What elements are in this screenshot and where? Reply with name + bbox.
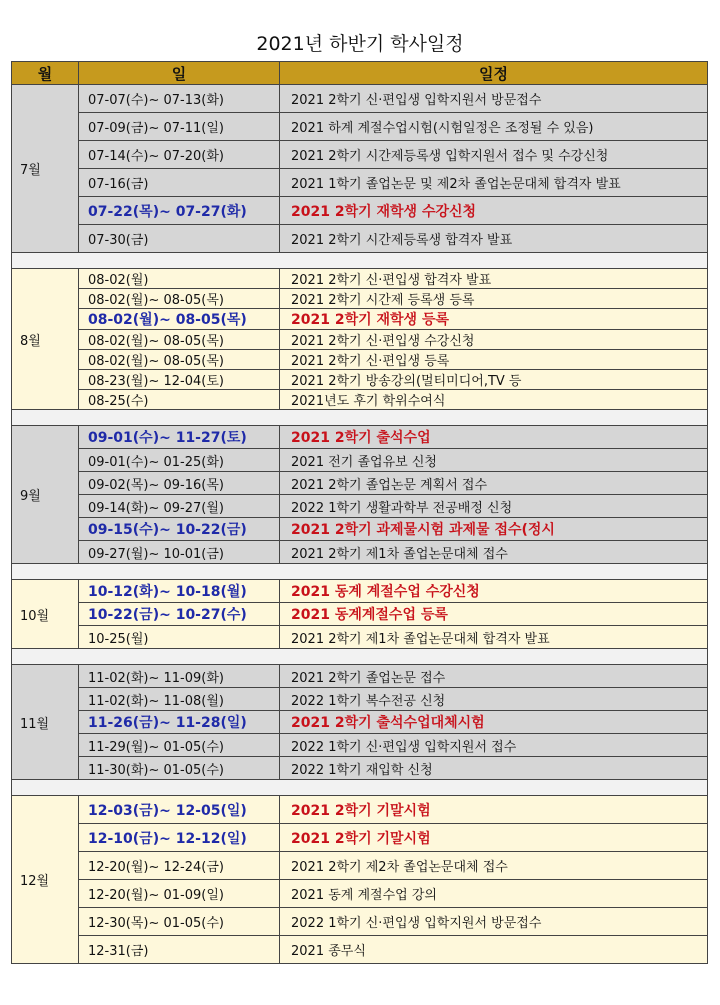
group-separator xyxy=(12,649,708,665)
event-cell: 2022 1학기 신·편입생 입학지원서 접수 xyxy=(280,734,708,757)
event-cell: 2021 1학기 졸업논문 및 제2차 졸업논문대체 합격자 발표 xyxy=(280,169,708,197)
date-cell: 08-02(월)~ 08-05(목) xyxy=(79,289,280,309)
month-cell: 12월 xyxy=(12,796,79,964)
month-cell: 9월 xyxy=(12,426,79,564)
table-row xyxy=(12,936,708,964)
event-cell: 2021 2학기 과제물시험 과제물 접수(정시 xyxy=(280,518,708,541)
month-cell: 11월 xyxy=(12,665,79,780)
table-row xyxy=(12,711,708,734)
event-cell: 2021 하계 계절수업시험(시험일정은 조정될 수 있음) xyxy=(280,113,708,141)
event-cell: 2021 2학기 제1차 졸업논문대체 합격자 발표 xyxy=(280,626,708,649)
header-month: 월 xyxy=(12,62,79,85)
table-row xyxy=(12,197,708,225)
table-row xyxy=(12,852,708,880)
date-cell: 07-09(금)~ 07-11(일) xyxy=(79,113,280,141)
separator-cell xyxy=(12,253,708,269)
event-cell: 2021 2학기 재학생 수강신청 xyxy=(280,197,708,225)
date-cell: 09-15(수)~ 10-22(금) xyxy=(79,518,280,541)
table-row xyxy=(12,580,708,603)
date-cell: 09-01(수)~ 11-27(토) xyxy=(79,426,280,449)
table-row xyxy=(12,330,708,350)
date-cell: 09-27(월)~ 10-01(금) xyxy=(79,541,280,564)
group-separator xyxy=(12,410,708,426)
table-row xyxy=(12,880,708,908)
event-cell: 2021년도 후기 학위수여식 xyxy=(280,390,708,410)
table-header-row xyxy=(12,62,708,85)
table-row xyxy=(12,169,708,197)
table-row xyxy=(12,289,708,309)
event-cell: 2021 2학기 졸업논문 계획서 접수 xyxy=(280,472,708,495)
date-cell: 11-26(금)~ 11-28(일) xyxy=(79,711,280,734)
date-cell: 12-20(월)~ 12-24(금) xyxy=(79,852,280,880)
event-cell: 2021 2학기 신·편입생 합격자 발표 xyxy=(280,269,708,289)
table-row xyxy=(12,449,708,472)
event-cell: 2022 1학기 신·편입생 입학지원서 방문접수 xyxy=(280,908,708,936)
event-cell: 2022 1학기 복수전공 신청 xyxy=(280,688,708,711)
month-cell: 10월 xyxy=(12,580,79,649)
table-row xyxy=(12,908,708,936)
table-row xyxy=(12,734,708,757)
date-cell: 12-31(금) xyxy=(79,936,280,964)
month-cell: 8월 xyxy=(12,269,79,410)
date-cell: 09-01(수)~ 01-25(화) xyxy=(79,449,280,472)
date-cell: 07-07(수)~ 07-13(화) xyxy=(79,85,280,113)
date-cell: 12-10(금)~ 12-12(일) xyxy=(79,824,280,852)
event-cell: 2021 2학기 신·편입생 수강신청 xyxy=(280,330,708,350)
event-cell: 2022 1학기 생활과학부 전공배정 신청 xyxy=(280,495,708,518)
event-cell: 2021 2학기 제2차 졸업논문대체 접수 xyxy=(280,852,708,880)
date-cell: 09-14(화)~ 09-27(월) xyxy=(79,495,280,518)
table-row xyxy=(12,141,708,169)
separator-cell xyxy=(12,649,708,665)
event-cell: 2021 2학기 출석수업대체시험 xyxy=(280,711,708,734)
table-row xyxy=(12,390,708,410)
event-cell: 2021 동계계절수업 등록 xyxy=(280,603,708,626)
page-title: 2021년 하반기 학사일정 xyxy=(256,33,464,55)
event-cell: 2021 전기 졸업유보 신청 xyxy=(280,449,708,472)
table-row xyxy=(12,269,708,289)
group-separator xyxy=(12,253,708,269)
table-row xyxy=(12,626,708,649)
event-cell: 2021 2학기 제1차 졸업논문대체 접수 xyxy=(280,541,708,564)
date-cell: 07-14(수)~ 07-20(화) xyxy=(79,141,280,169)
table-row xyxy=(12,495,708,518)
date-cell: 07-22(목)~ 07-27(화) xyxy=(79,197,280,225)
table-row xyxy=(12,472,708,495)
date-cell: 10-25(월) xyxy=(79,626,280,649)
table-row xyxy=(12,541,708,564)
event-cell: 2021 2학기 기말시험 xyxy=(280,824,708,852)
table-row xyxy=(12,796,708,824)
separator-cell xyxy=(12,780,708,796)
schedule-table xyxy=(11,61,708,964)
event-cell: 2021 동계 계절수업 강의 xyxy=(280,880,708,908)
event-cell: 2022 1학기 재입학 신청 xyxy=(280,757,708,780)
date-cell: 10-22(금)~ 10-27(수) xyxy=(79,603,280,626)
date-cell: 07-16(금) xyxy=(79,169,280,197)
date-cell: 09-02(목)~ 09-16(목) xyxy=(79,472,280,495)
table-row xyxy=(12,757,708,780)
date-cell: 12-03(금)~ 12-05(일) xyxy=(79,796,280,824)
date-cell: 11-29(월)~ 01-05(수) xyxy=(79,734,280,757)
date-cell: 08-02(월)~ 08-05(목) xyxy=(79,330,280,350)
table-row xyxy=(12,350,708,370)
table-row xyxy=(12,225,708,253)
month-cell: 7월 xyxy=(12,85,79,253)
date-cell: 07-30(금) xyxy=(79,225,280,253)
event-cell: 2021 2학기 기말시험 xyxy=(280,796,708,824)
event-cell: 2021 2학기 재학생 등록 xyxy=(280,309,708,330)
separator-cell xyxy=(12,410,708,426)
date-cell: 11-30(화)~ 01-05(수) xyxy=(79,757,280,780)
table-row xyxy=(12,85,708,113)
event-cell: 2021 2학기 졸업논문 접수 xyxy=(280,665,708,688)
schedule-body xyxy=(12,85,708,964)
table-row xyxy=(12,688,708,711)
event-cell: 2021 2학기 시간제 등록생 등록 xyxy=(280,289,708,309)
table-row xyxy=(12,518,708,541)
table-row xyxy=(12,603,708,626)
table-row xyxy=(12,824,708,852)
date-cell: 10-12(화)~ 10-18(월) xyxy=(79,580,280,603)
date-cell: 08-02(월)~ 08-05(목) xyxy=(79,309,280,330)
date-cell: 08-25(수) xyxy=(79,390,280,410)
event-cell: 2021 2학기 출석수업 xyxy=(280,426,708,449)
date-cell: 12-30(목)~ 01-05(수) xyxy=(79,908,280,936)
group-separator xyxy=(12,564,708,580)
event-cell: 2021 종무식 xyxy=(280,936,708,964)
header-day: 일 xyxy=(79,62,280,85)
date-cell: 11-02(화)~ 11-08(월) xyxy=(79,688,280,711)
date-cell: 11-02(화)~ 11-09(화) xyxy=(79,665,280,688)
event-cell: 2021 2학기 신·편입생 입학지원서 방문접수 xyxy=(280,85,708,113)
table-row xyxy=(12,665,708,688)
date-cell: 08-23(월)~ 12-04(토) xyxy=(79,370,280,390)
group-separator xyxy=(12,780,708,796)
date-cell: 08-02(월) xyxy=(79,269,280,289)
event-cell: 2021 2학기 방송강의(멀티미디어,TV 등 xyxy=(280,370,708,390)
event-cell: 2021 동계 계절수업 수강신청 xyxy=(280,580,708,603)
table-row xyxy=(12,370,708,390)
date-cell: 08-02(월)~ 08-05(목) xyxy=(79,350,280,370)
event-cell: 2021 2학기 시간제등록생 합격자 발표 xyxy=(280,225,708,253)
event-cell: 2021 2학기 신·편입생 등록 xyxy=(280,350,708,370)
header-schedule: 일정 xyxy=(280,62,708,85)
event-cell: 2021 2학기 시간제등록생 입학지원서 접수 및 수강신청 xyxy=(280,141,708,169)
table-row xyxy=(12,426,708,449)
separator-cell xyxy=(12,564,708,580)
table-row xyxy=(12,309,708,330)
date-cell: 12-20(월)~ 01-09(일) xyxy=(79,880,280,908)
table-row xyxy=(12,113,708,141)
